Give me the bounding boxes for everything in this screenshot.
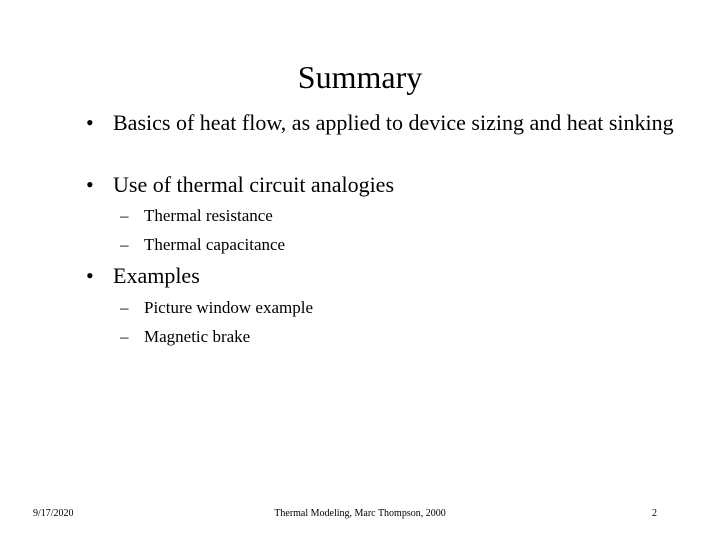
sub-bullet-text: Thermal capacitance xyxy=(144,235,286,254)
sub-bullet-mark: – xyxy=(120,327,129,346)
sub-bullet-item xyxy=(120,205,273,227)
sub-bullet-mark: – xyxy=(120,298,129,317)
bullet-text: Use of thermal circuit analogies xyxy=(113,172,395,197)
sub-bullet-text: Picture window example xyxy=(144,298,314,317)
bullet-item xyxy=(86,108,676,138)
sub-bullet-item xyxy=(120,234,285,256)
footer-page-number: 2 xyxy=(652,508,657,519)
sub-bullet-item xyxy=(120,297,313,319)
sub-bullet-item xyxy=(120,326,250,348)
sub-bullet-mark: – xyxy=(120,235,129,254)
bullet-mark: • xyxy=(86,110,94,135)
footer-date: 9/17/2020 xyxy=(33,508,74,519)
sub-bullet-mark: – xyxy=(120,206,129,225)
footer-title: Thermal Modeling, Marc Thompson, 2000 xyxy=(274,508,446,519)
sub-bullet-text: Thermal resistance xyxy=(144,206,273,225)
slide-title-text: Summary xyxy=(297,59,423,95)
bullet-mark: • xyxy=(86,172,94,197)
slide-title xyxy=(0,58,720,96)
bullet-text: Examples xyxy=(113,263,200,288)
bullet-text: Basics of heat flow, as applied to device sizing and heat sinking xyxy=(113,110,674,135)
bullet-item xyxy=(86,261,676,291)
bullet-item xyxy=(86,170,676,200)
sub-bullet-text: Magnetic brake xyxy=(144,327,251,346)
bullet-mark: • xyxy=(86,263,94,288)
